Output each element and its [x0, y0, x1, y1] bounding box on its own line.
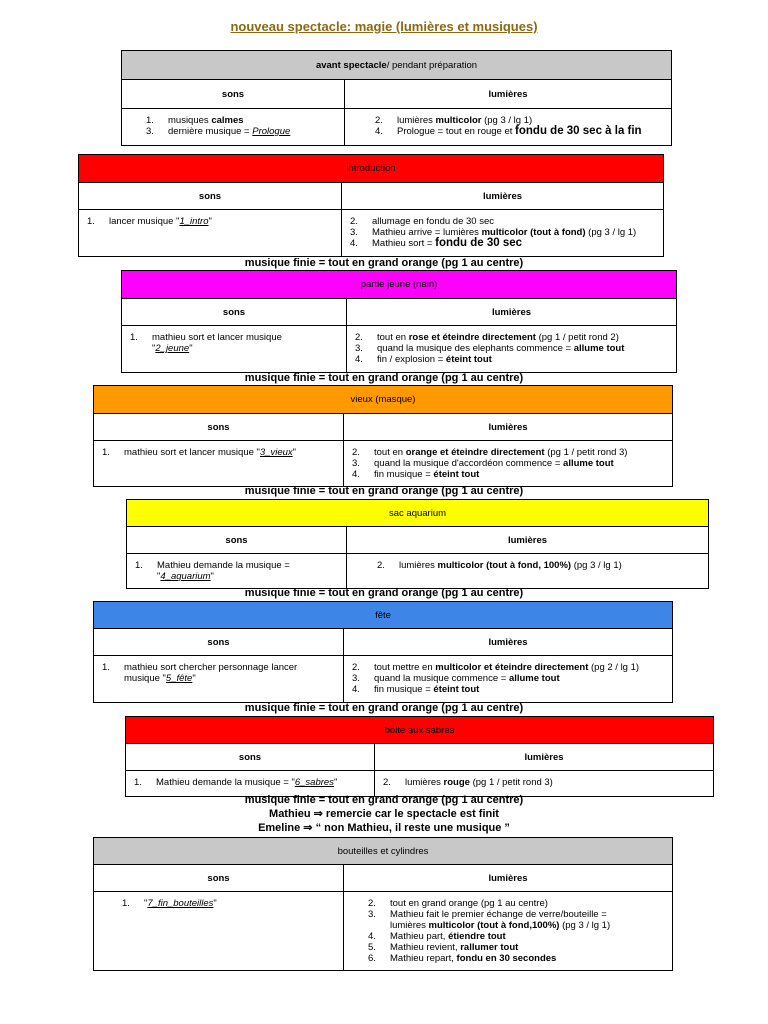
section-header	[122, 51, 671, 80]
text-part-c: (pg 3 / lg 1)	[559, 920, 611, 931]
item-number: 3.	[355, 343, 363, 354]
list-item	[368, 942, 664, 953]
text-part-c: (pg 3 / lg 1)	[481, 115, 533, 126]
item-number: 3.	[368, 909, 376, 920]
item-number: 2.	[383, 777, 391, 788]
music-finished-note: musique finie = tout en grand orange (pg 1 au centre)	[244, 257, 524, 269]
text-part-b: allume tout	[573, 343, 625, 354]
sons-cell	[126, 771, 375, 796]
text-part-b: calmes	[211, 115, 244, 126]
header-label: sac aquarium	[388, 507, 447, 519]
item-number: 1.	[102, 447, 110, 458]
item-number: 1.	[135, 560, 143, 571]
section-header	[126, 717, 713, 744]
section-avant-spectacle	[121, 50, 672, 146]
list-item	[134, 777, 366, 788]
item-text	[390, 931, 664, 942]
item-number: 4.	[352, 469, 360, 480]
list-item	[87, 216, 333, 227]
lumieres-cell	[347, 554, 708, 588]
text-part-a: Mathieu demande la musique = "	[156, 777, 295, 788]
item-number: 1.	[87, 216, 95, 227]
item-number	[102, 673, 124, 684]
item-number: 1.	[130, 332, 138, 343]
text-part-b: multicolor (tout à fond, 100%)	[437, 560, 572, 571]
text-part-a: lumières	[405, 777, 444, 788]
item-number: 3.	[352, 673, 360, 684]
col-sons: sons	[126, 744, 375, 770]
music-finished-note: musique finie = tout en grand orange (pg 1 au centre)	[244, 702, 524, 714]
item-text	[124, 447, 335, 458]
header-label: fête	[375, 609, 391, 621]
text-part-a: Mathieu sort =	[372, 238, 436, 249]
list-item	[352, 447, 664, 458]
item-text	[374, 447, 664, 458]
section-header	[94, 602, 672, 629]
list-item	[383, 777, 705, 788]
lumieres-cell	[344, 656, 672, 702]
text-part-c: (pg 2 / lg 1)	[588, 662, 640, 673]
list-item	[355, 332, 668, 343]
column-headers	[126, 744, 713, 771]
col-sons: sons	[127, 527, 347, 553]
text-part-c: "	[189, 343, 193, 354]
item-text	[168, 115, 336, 126]
item-number: 4.	[350, 238, 358, 249]
text-part-a: Prologue = tout en rouge et	[397, 126, 516, 137]
text-part-c: "	[292, 447, 297, 458]
item-number	[368, 920, 390, 931]
item-text	[390, 898, 664, 909]
item-text	[157, 560, 338, 571]
col-sons: sons	[94, 414, 344, 440]
column-headers	[94, 414, 672, 441]
col-lumieres: lumières	[488, 872, 528, 884]
header-label: vieux (masque)	[350, 394, 416, 405]
text-part-a: mathieu sort et lancer musique "	[124, 447, 260, 458]
item-text	[372, 238, 655, 249]
col-sons: sons	[94, 865, 344, 891]
list-item	[368, 953, 664, 964]
item-text	[109, 216, 333, 227]
item-text	[144, 898, 335, 909]
list-item	[130, 332, 338, 343]
col-lumieres: lumières	[491, 306, 532, 318]
col-lumieres: lumières	[488, 421, 528, 433]
text-part-c: "	[210, 571, 214, 582]
col-sons: sons	[79, 183, 342, 209]
col-sons: sons	[122, 299, 347, 325]
text-part-a: fin / explosion =	[377, 354, 446, 365]
item-text	[377, 343, 668, 354]
item-number: 4.	[368, 931, 376, 942]
text-part-a: musiques	[168, 115, 212, 126]
list-item	[368, 898, 664, 909]
list-item	[146, 115, 336, 126]
text-part-b: multicolor et éteindre directement	[435, 662, 589, 673]
list-item	[102, 673, 335, 684]
item-text	[374, 469, 664, 480]
item-text	[374, 662, 664, 673]
item-number: 1.	[134, 777, 142, 788]
text-part-a: mathieu sort et lancer musique	[152, 332, 282, 343]
text-part-a: musique "	[124, 673, 166, 684]
header-label: introduction	[346, 163, 396, 174]
text-part-u: 3_vieux	[259, 447, 293, 458]
section-bouteilles-cylindres	[93, 837, 673, 971]
item-number: 2.	[352, 662, 360, 673]
section-introduction	[78, 154, 664, 257]
item-number	[135, 571, 157, 582]
sons-cell	[122, 109, 345, 145]
item-text	[377, 354, 668, 365]
list-item	[352, 684, 664, 695]
text-part-a: "	[152, 343, 156, 354]
text-part-b: éteint tout	[433, 469, 480, 480]
list-item	[102, 447, 335, 458]
item-text	[156, 777, 366, 788]
item-text	[377, 332, 668, 343]
section-sac-aquarium	[126, 499, 709, 589]
item-text	[124, 662, 335, 673]
list-item	[355, 343, 668, 354]
lumieres-cell	[344, 892, 672, 970]
text-part-b: éteint tout	[433, 684, 480, 695]
text-part-a: Mathieu arrive = lumières	[372, 227, 482, 238]
lumieres-cell	[344, 441, 672, 486]
text-part-a: quand la musique des elephants commence =	[377, 343, 574, 354]
list-item	[375, 126, 663, 137]
section-header	[127, 500, 708, 527]
lumieres-cell	[347, 326, 676, 372]
item-text	[397, 126, 663, 137]
text-part-a: "	[157, 571, 161, 582]
item-number: 2.	[355, 332, 363, 343]
text-part-a: lancer musique "	[109, 216, 180, 227]
header-label: boite aux sabres	[384, 724, 455, 736]
text-part-a: Mathieu part,	[390, 931, 449, 942]
list-item	[102, 662, 335, 673]
text-part-a: dernière musique =	[168, 126, 253, 137]
text-part-b: allume tout	[508, 673, 560, 684]
text-part-a: Mathieu fait le premier échange de verre/bouteille =	[390, 909, 607, 920]
header-label: bouteilles et cylindres	[337, 845, 429, 857]
item-number: 3.	[352, 458, 360, 469]
text-part-u: 7_fin_bouteilles	[147, 898, 214, 909]
item-text	[390, 909, 664, 920]
sons-cell	[79, 210, 342, 256]
text-part-u: 1_intro	[179, 216, 209, 227]
item-number: 2.	[368, 898, 376, 909]
text-part-a: fin musique =	[374, 684, 434, 695]
text-part-b: rose et éteindre directement	[408, 332, 536, 343]
text-part-c: (pg 3 / lg 1)	[571, 560, 622, 571]
text-part-u: 4_aquarium	[160, 571, 211, 582]
list-item	[368, 909, 664, 920]
col-sons: sons	[122, 80, 345, 108]
text-part-a: Mathieu repart,	[390, 953, 457, 964]
text-part-a: quand la musique commence =	[374, 673, 509, 684]
col-lumieres: lumières	[488, 636, 528, 648]
column-headers	[127, 527, 708, 554]
item-text	[152, 343, 338, 354]
column-headers	[94, 865, 672, 892]
section-vieux	[93, 385, 673, 487]
item-number: 3.	[350, 227, 358, 238]
list-item	[368, 931, 664, 942]
text-part-b: rouge	[443, 777, 470, 788]
list-item	[146, 126, 336, 137]
header-rest: / pendant préparation	[386, 59, 478, 71]
text-part-a: mathieu sort chercher personnage lancer	[124, 662, 298, 673]
item-number: 3.	[146, 126, 154, 137]
item-text	[390, 953, 664, 964]
text-part-c: (pg 1 / petit rond 2)	[535, 332, 619, 343]
music-finished-note: musique finie = tout en grand orange (pg 1 au centre)	[244, 587, 524, 599]
col-sons: sons	[94, 629, 344, 655]
text-part-a: Mathieu revient,	[390, 942, 461, 953]
item-text	[390, 942, 664, 953]
text-part-b: étiendre tout	[448, 931, 506, 942]
list-item	[350, 238, 655, 249]
list-item	[350, 216, 655, 227]
lumieres-cell	[345, 109, 671, 145]
text-part-big: fondu de 30 sec à la fin	[515, 125, 642, 137]
text-part-b: éteint tout	[445, 354, 492, 365]
text-part-c: "	[192, 673, 196, 684]
text-part-big: fondu de 30 sec	[435, 237, 523, 249]
item-number: 2.	[350, 216, 358, 227]
remercie-note: Mathieu ⇒ remercie car le spectacle est finit	[269, 808, 499, 820]
section-fete	[93, 601, 673, 703]
text-part-b: multicolor (tout à fond)	[481, 227, 586, 238]
list-item	[352, 458, 664, 469]
section-header	[122, 271, 676, 299]
text-part-a: "	[144, 898, 148, 909]
item-number: 6.	[368, 953, 376, 964]
list-item	[352, 673, 664, 684]
item-number: 5.	[368, 942, 376, 953]
sons-cell	[94, 892, 344, 970]
text-part-c: "	[333, 777, 338, 788]
text-part-a: tout mettre en	[374, 662, 436, 673]
text-part-c: "	[208, 216, 212, 227]
text-part-u: 2_jeune	[155, 343, 190, 354]
item-number	[130, 343, 152, 354]
header-bold: avant spectacle	[315, 59, 387, 71]
col-lumieres: lumières	[507, 534, 548, 546]
emeline-note: Emeline ⇒ “ non Mathieu, il reste une musique ”	[258, 822, 510, 834]
item-number: 2.	[375, 115, 383, 126]
text-part-b: multicolor (tout à fond,100%)	[428, 920, 560, 931]
text-part-u: Prologue	[252, 126, 291, 137]
text-part-a: lumières	[390, 920, 429, 931]
text-part-c: (pg 1 / petit rond 3)	[469, 777, 553, 788]
text-part-c: (pg 1 / petit rond 3)	[544, 447, 628, 458]
list-item	[135, 571, 338, 582]
col-lumieres: lumières	[482, 190, 523, 202]
document-title: nouveau spectacle: magie (lumières et musiques)	[230, 19, 538, 34]
item-number: 4.	[355, 354, 363, 365]
lumieres-cell	[375, 771, 713, 796]
item-text	[399, 560, 700, 571]
section-partie-jeune	[121, 270, 677, 373]
text-part-a: lumières	[399, 560, 438, 571]
header-label: partie jeune (nain)	[360, 279, 438, 290]
text-part-a: Mathieu demande la musique =	[157, 560, 290, 571]
text-part-b: orange et éteindre directement	[405, 447, 545, 458]
col-lumieres: lumières	[488, 88, 528, 100]
section-header	[94, 838, 672, 865]
item-number: 1.	[146, 115, 154, 126]
section-boite-aux-sabres	[125, 716, 714, 797]
text-part-a: tout en	[374, 447, 406, 458]
item-text	[372, 216, 655, 227]
item-text	[374, 458, 664, 469]
list-item	[135, 560, 338, 571]
section-header	[94, 386, 672, 414]
list-item	[377, 560, 700, 571]
item-number: 4.	[375, 126, 383, 137]
item-text	[390, 920, 664, 931]
list-item	[122, 898, 335, 909]
sons-cell	[94, 441, 344, 486]
list-item	[130, 343, 338, 354]
column-headers	[79, 183, 663, 210]
music-finished-note: musique finie = tout en grand orange (pg 1 au centre)	[244, 372, 524, 384]
text-part-c: "	[213, 898, 217, 909]
item-text	[152, 332, 338, 343]
text-part-b: multicolor	[435, 115, 482, 126]
item-text	[124, 673, 335, 684]
text-part-c: (pg 3 / lg 1)	[585, 227, 637, 238]
list-item	[368, 920, 664, 931]
column-headers	[122, 80, 671, 109]
music-finished-note: musique finie = tout en grand orange (pg 1 au centre)	[244, 794, 524, 806]
text-part-a: tout en grand orange (pg 1 au centre)	[390, 898, 548, 909]
item-text	[374, 673, 664, 684]
column-headers	[94, 629, 672, 656]
text-part-b: allume tout	[563, 458, 614, 469]
sons-cell	[94, 656, 344, 702]
item-number: 1.	[102, 662, 110, 673]
list-item	[355, 354, 668, 365]
text-part-a: allumage en fondu de 30 sec	[372, 216, 495, 227]
item-text	[374, 684, 664, 695]
item-number: 2.	[377, 560, 385, 571]
text-part-a: tout en	[377, 332, 409, 343]
text-part-b: fondu en 30 secondes	[456, 953, 557, 964]
section-header	[79, 155, 663, 183]
music-finished-note: musique finie = tout en grand orange (pg 1 au centre)	[244, 485, 524, 497]
lumieres-cell	[342, 210, 663, 256]
text-part-a: fin musique =	[374, 469, 434, 480]
text-part-u: 6_sabres	[294, 777, 334, 788]
sons-cell	[127, 554, 347, 588]
item-number: 1.	[122, 898, 130, 909]
item-number: 4.	[352, 684, 360, 695]
item-number: 2.	[352, 447, 360, 458]
list-item	[352, 662, 664, 673]
item-text	[168, 126, 336, 137]
item-text	[405, 777, 705, 788]
list-item	[352, 469, 664, 480]
column-headers	[122, 299, 676, 326]
item-text	[157, 571, 338, 582]
text-part-a: lumières	[397, 115, 436, 126]
text-part-b: rallumer tout	[460, 942, 519, 953]
text-part-a: quand la musique d'accordéon commence =	[374, 458, 564, 469]
sons-cell	[122, 326, 347, 372]
col-lumieres: lumières	[524, 751, 564, 763]
text-part-u: 5_fête	[165, 673, 193, 684]
